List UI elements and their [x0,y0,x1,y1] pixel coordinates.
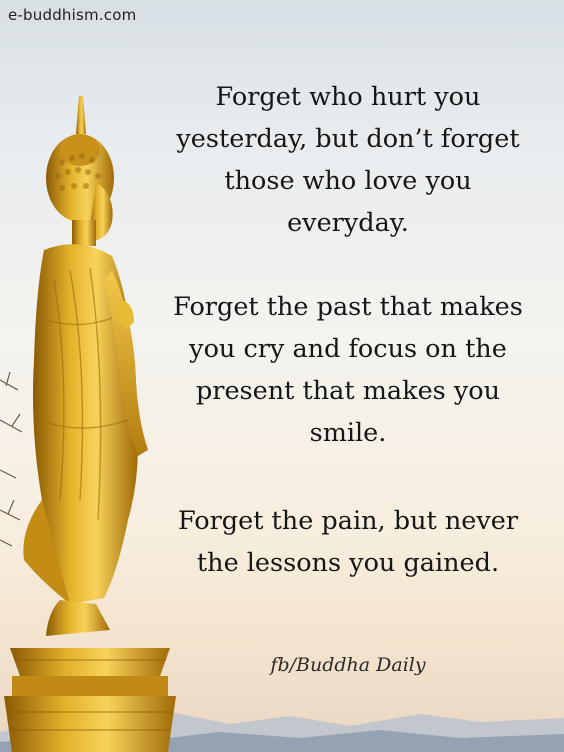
quote-paragraph [150,76,546,244]
quote-line: Forget the pain, but never [177,506,519,536]
quote-paragraph [150,500,546,584]
site-watermark: e-buddhism.com [8,6,137,24]
quote-line: those who love you [224,166,472,196]
quote-line: the lessons you gained. [196,548,500,578]
quote-line: yesterday, but don’t forget [176,124,520,154]
signature-credit: fb/Buddha Daily [270,654,426,676]
quote-line: smile. [309,418,387,448]
quote-line: Forget who hurt you [215,82,481,112]
quote-line: present that makes you [195,376,501,406]
quote-line: everyday. [287,208,409,238]
quote-line: Forget the past that makes [173,292,523,322]
quote-paragraph [150,286,546,454]
quote-line: you cry and focus on the [189,334,507,364]
